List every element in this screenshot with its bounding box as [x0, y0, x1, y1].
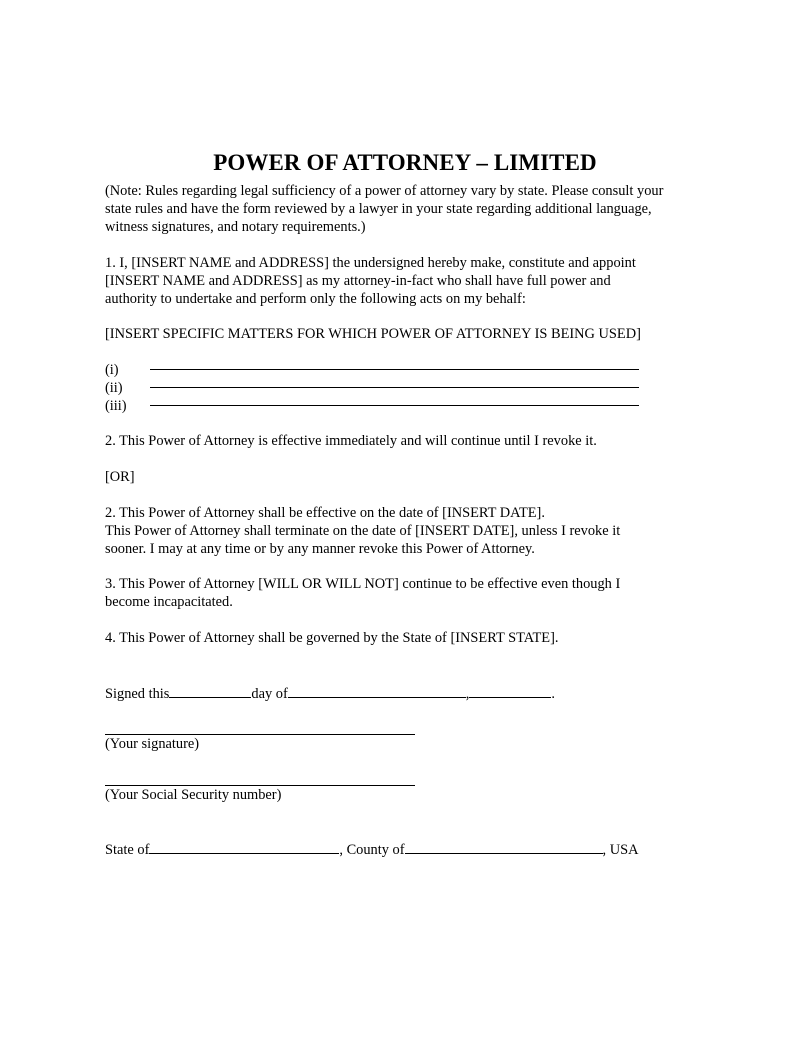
county-blank[interactable]	[405, 839, 603, 854]
month-blank[interactable]	[288, 683, 466, 698]
or-text: [OR]	[105, 469, 135, 485]
item-blank-line[interactable]	[150, 405, 639, 406]
date-period: .	[551, 686, 555, 702]
state-label: State of	[105, 842, 150, 858]
country-suffix: , USA	[602, 842, 639, 858]
county-label: , County of	[339, 842, 405, 858]
governing-law-paragraph: 4. This Power of Attorney shall be governed by the State of [INSERT STATE].	[105, 630, 559, 646]
note-paragraph: (Note: Rules regarding legal sufficiency of a power of attorney vary by state. Please consult your state rules and have the form reviewed by a lawyer in your state regarding additional language, witness signatures, and notary requirements.)	[105, 183, 664, 235]
item-label: (i)	[105, 362, 119, 378]
item-label: (ii)	[105, 380, 123, 396]
day-of-label: day of	[251, 686, 288, 702]
appointment-paragraph: 1. I, [INSERT NAME and ADDRESS] the undersigned hereby make, constitute and appoint [INSERT NAME and ADDRESS] as my attorney-in-fact who shall have full power and authority to undertake and perform only the following acts on my behalf:	[105, 255, 636, 307]
date-comma: ,	[465, 686, 470, 702]
state-blank[interactable]	[149, 839, 339, 854]
signed-date-line	[105, 683, 555, 703]
specific-matters-text: [INSERT SPECIFIC MATTERS FOR WHICH POWER OF ATTORNEY IS BEING USED]	[105, 326, 641, 342]
year-blank[interactable]	[469, 683, 551, 698]
location-line	[105, 839, 639, 859]
effective-date-paragraph: 2. This Power of Attorney shall be effective on the date of [INSERT DATE]. This Power of Attorney shall terminate on the date of [INSERT DATE], unless I revoke it sooner. I may at any time or by any manner revoke this Power of Attorney.	[105, 505, 621, 557]
item-label: (iii)	[105, 398, 127, 414]
document-title: POWER OF ATTORNEY – LIMITED	[213, 150, 597, 175]
item-blank-line[interactable]	[150, 369, 639, 370]
incapacity-paragraph: 3. This Power of Attorney [WILL OR WILL NOT] continue to be effective even though I become incapacitated.	[105, 576, 621, 610]
day-blank[interactable]	[169, 683, 251, 698]
signature-label: (Your signature)	[105, 736, 200, 752]
effective-immediately-paragraph: 2. This Power of Attorney is effective immediately and will continue until I revoke it.	[105, 433, 597, 449]
ssn-label: (Your Social Security number)	[105, 787, 282, 803]
signed-this-label: Signed this	[105, 686, 170, 702]
item-blank-line[interactable]	[150, 387, 639, 388]
